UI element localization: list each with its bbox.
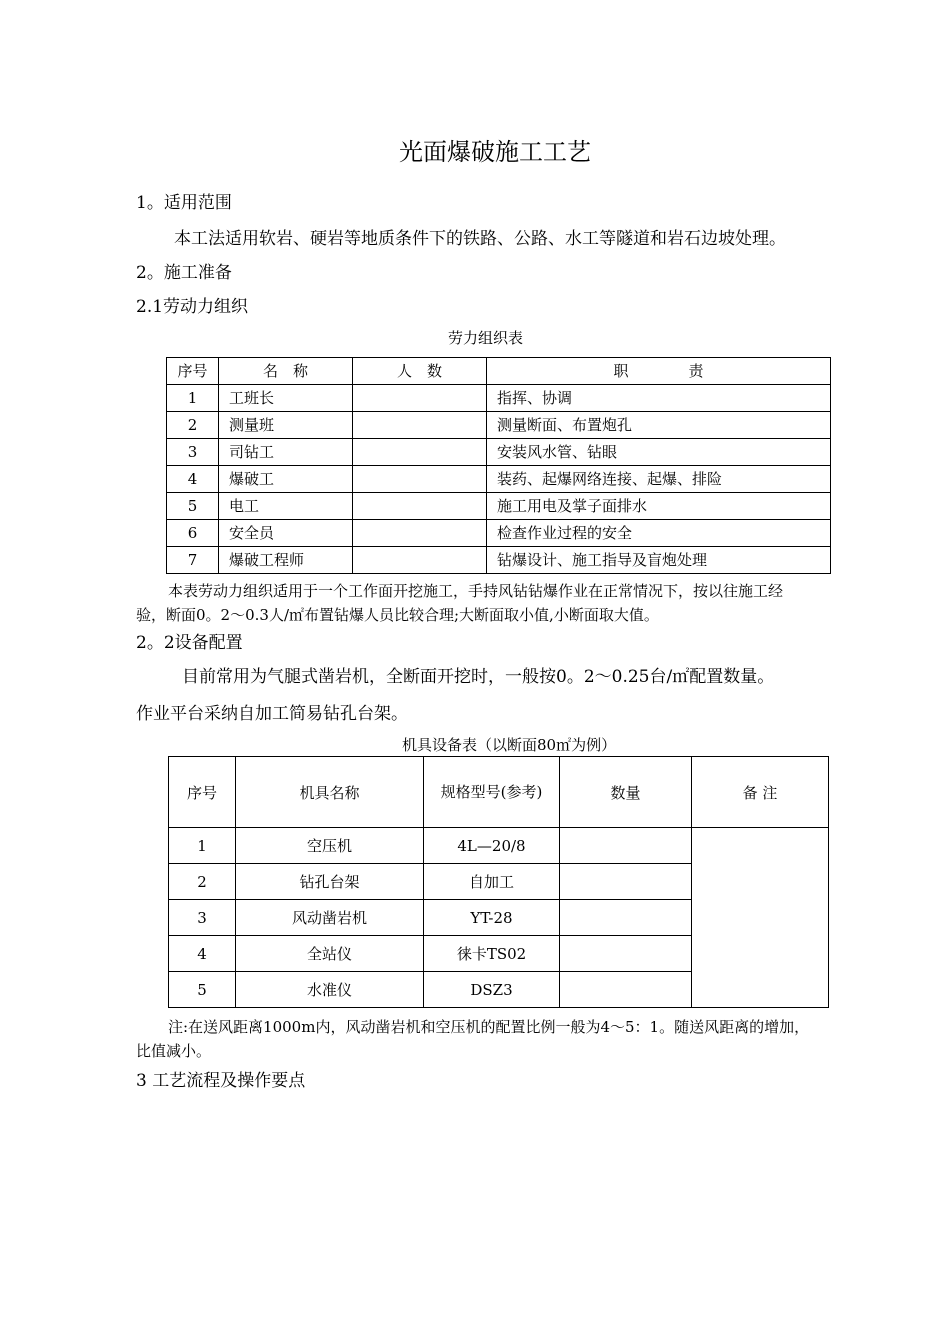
table-cell: 工班长	[219, 385, 353, 412]
table-cell: 检查作业过程的安全	[487, 520, 831, 547]
table-cell: 2	[169, 864, 236, 900]
table-cell: 2	[167, 412, 219, 439]
table-cell: 风动凿岩机	[236, 900, 424, 936]
table-cell: 3	[167, 439, 219, 466]
table-cell	[353, 466, 487, 493]
table-row	[167, 385, 831, 412]
labor-table-caption: 劳力组织表	[448, 329, 524, 347]
table-cell	[560, 900, 692, 936]
equipment-table-caption: 机具设备表（以断面80㎡为例）	[402, 736, 617, 754]
table-row	[167, 412, 831, 439]
section-2-heading: 2。施工准备	[136, 263, 232, 283]
table-cell	[560, 936, 692, 972]
section-3-heading: 3 工艺流程及操作要点	[136, 1071, 306, 1091]
table-cell: 4	[169, 936, 236, 972]
table-cell: 测量班	[219, 412, 353, 439]
table-cell	[353, 439, 487, 466]
table-cell: YT-28	[424, 900, 560, 936]
table-cell: 测量断面、布置炮孔	[487, 412, 831, 439]
section-2-2-line2: 作业平台采纳自加工简易钻孔台架。	[136, 704, 408, 724]
table-cell: 自加工	[424, 864, 560, 900]
header-cell: 职 责	[487, 358, 831, 385]
header-cell: 序号	[167, 358, 219, 385]
table-cell	[560, 828, 692, 864]
header-cell: 名 称	[219, 358, 353, 385]
table-cell: 安全员	[219, 520, 353, 547]
table-cell: 徕卡TS02	[424, 936, 560, 972]
header-cell: 人 数	[353, 358, 487, 385]
table-cell: 5	[169, 972, 236, 1008]
table-row	[167, 439, 831, 466]
table-cell	[353, 547, 487, 574]
table-cell	[560, 972, 692, 1008]
table-cell: 电工	[219, 493, 353, 520]
table-cell: 4	[167, 466, 219, 493]
table-cell: 4L—20/8	[424, 828, 560, 864]
table-cell: 安装风水管、钻眼	[487, 439, 831, 466]
table-row	[167, 547, 831, 574]
table-cell: 爆破工程师	[219, 547, 353, 574]
section-2-2-line1: 目前常用为气腿式凿岩机，全断面开挖时，一般按0。2～0.25台/㎡配置数量。	[182, 667, 775, 687]
table-cell: 3	[169, 900, 236, 936]
table-header-row	[167, 358, 831, 385]
table-cell: 装药、起爆网络连接、起爆、排险	[487, 466, 831, 493]
table-cell: 钻孔台架	[236, 864, 424, 900]
header-cell: 规格型号(参考)	[424, 757, 560, 828]
equipment-table-note-line2: 比值减小。	[136, 1042, 212, 1060]
labor-table-note-line2: 验，断面0。2～0.3人/㎡布置钻爆人员比较合理;大断面取小值,小断面取大值。	[136, 606, 659, 624]
table-cell: 施工用电及掌子面排水	[487, 493, 831, 520]
table-header-row	[169, 757, 829, 828]
remarks-cell	[692, 828, 829, 1008]
header-cell: 序号	[169, 757, 236, 828]
section-1-text: 本工法适用软岩、硬岩等地质条件下的铁路、公路、水工等隧道和岩石边坡处理。	[174, 229, 786, 249]
header-cell: 备 注	[692, 757, 829, 828]
section-2-1-heading: 2.1劳动力组织	[136, 297, 249, 317]
table-cell: 5	[167, 493, 219, 520]
table-row	[167, 493, 831, 520]
table-cell: 爆破工	[219, 466, 353, 493]
table-cell: 指挥、协调	[487, 385, 831, 412]
labor-table-note-line1: 本表劳动力组织适用于一个工作面开挖施工，手持风钻钻爆作业在正常情况下，按以往施工经	[168, 582, 784, 600]
table-row	[169, 828, 829, 864]
equipment-table	[168, 756, 829, 1008]
table-cell	[353, 385, 487, 412]
table-cell: 空压机	[236, 828, 424, 864]
header-cell: 机具名称	[236, 757, 424, 828]
table-cell: 1	[167, 385, 219, 412]
section-2-2-heading: 2。2设备配置	[136, 633, 243, 653]
labor-organization-table	[166, 357, 831, 574]
header-cell: 数量	[560, 757, 692, 828]
table-cell: 7	[167, 547, 219, 574]
table-cell: 司钻工	[219, 439, 353, 466]
table-cell: 1	[169, 828, 236, 864]
table-cell: 6	[167, 520, 219, 547]
equipment-table-note-line1: 注:在送风距离1000m内，风动凿岩机和空压机的配置比例一般为4～5：1。随送风距离的增加，	[168, 1018, 810, 1036]
table-cell	[353, 493, 487, 520]
table-cell: 钻爆设计、施工指导及盲炮处理	[487, 547, 831, 574]
table-cell: DSZ3	[424, 972, 560, 1008]
table-cell	[353, 412, 487, 439]
table-row	[167, 466, 831, 493]
table-cell	[353, 520, 487, 547]
table-row	[167, 520, 831, 547]
section-1-heading: 1。适用范围	[136, 193, 232, 213]
page-title: 光面爆破施工工艺	[399, 138, 591, 166]
table-cell: 全站仪	[236, 936, 424, 972]
table-cell: 水准仪	[236, 972, 424, 1008]
table-cell	[560, 864, 692, 900]
